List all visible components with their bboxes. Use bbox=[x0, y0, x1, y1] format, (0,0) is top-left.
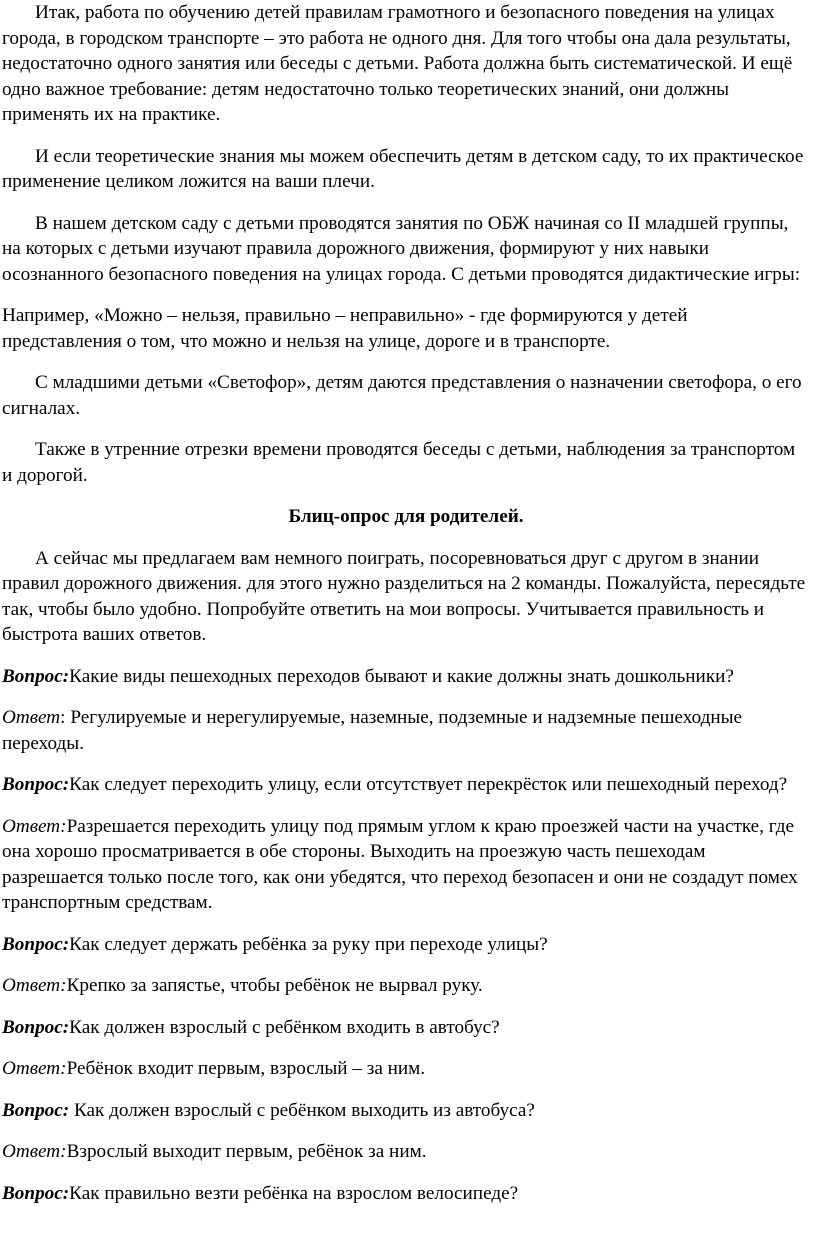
question-text: Какие виды пешеходных переходов бывают и какие должны знать дошкольники? bbox=[69, 665, 734, 687]
question-2 bbox=[2, 772, 810, 798]
answer-text: Разрешается переходить улицу под прямым углом к краю проезжей части на участке, где она хорошо просматривается в обе стороны. Выходить на проезжую часть пешеходам разрешается только после того, как они убедятся, что переход безопасен и они не создадут помех транспортным средствам. bbox=[2, 815, 798, 913]
answer-label: Ответ: bbox=[2, 815, 67, 837]
question-label: Вопрос: bbox=[2, 1182, 70, 1204]
question-text: Как должен взрослый с ребёнком входить в автобус? bbox=[69, 1016, 500, 1038]
question-label: Вопрос: bbox=[2, 774, 70, 795]
question-3 bbox=[2, 932, 810, 958]
paragraph-kindergarten-classes: В нашем детском саду с детьми проводятся занятия по ОБЖ начиная со II младшей группы, на которых с детьми изучают правила дорожного движения, формируют у них навыки осознанного безопасного поведения на улицах города. С детьми проводятся дидактические игры: bbox=[2, 212, 801, 285]
answer-1 bbox=[2, 705, 810, 756]
question-label: Вопрос: bbox=[2, 1016, 70, 1038]
question-label: Вопрос: bbox=[2, 665, 70, 687]
paragraph-theory-practice: И если теоретические знания мы можем обеспечить детям в детском саду, то их практическое применение целиком ложится на ваши плечи. bbox=[2, 145, 804, 192]
paragraph-quiz-intro: А сейчас мы предлагаем вам немного поиграть, посоревноваться друг с другом в знании правил дорожного движения. для этого нужно разделиться на 2 команды. Пожалуйста, пересядьте так, чтобы было удобно. Попробуйте ответить на мои вопросы. Учитывается правильность и быстрота ваших ответов. bbox=[2, 547, 806, 645]
section-heading: Блиц-опрос для родителей. bbox=[288, 506, 524, 527]
question-6 bbox=[2, 1181, 810, 1207]
answer-label: Ответ: bbox=[2, 1058, 67, 1079]
question-1 bbox=[2, 664, 810, 690]
question-label: Вопрос: bbox=[2, 933, 70, 955]
answer-label: Ответ: bbox=[2, 975, 67, 996]
answer-text: Взрослый выходит первым, ребёнок за ним. bbox=[66, 1141, 427, 1162]
question-text: Как правильно везти ребёнка на взрослом велосипеде? bbox=[69, 1182, 519, 1204]
question-5 bbox=[2, 1098, 810, 1124]
question-text: Как должен взрослый с ребёнком выходить из автобуса? bbox=[69, 1099, 535, 1121]
paragraph-intro: Итак, работа по обучению детей правилам грамотного и безопасного поведения на улицах города, в городском транспорте – это работа не одного дня. Для того чтобы она дала результаты, недостаточно одного занятия или беседы с детьми. Работа должна быть систематической. И ещё одно важное требование: детям недостаточно только теоретических знаний, они должны применять их на практике. bbox=[2, 2, 793, 125]
question-text: Как следует переходить улицу, если отсутствует перекрёсток или пешеходный переход? bbox=[69, 774, 788, 795]
answer-5 bbox=[2, 1139, 810, 1165]
question-4 bbox=[2, 1015, 810, 1041]
paragraph-example-game: Например, «Можно – нельзя, правильно – неправильно» - где формируются у детей представления о том, что можно и нельзя на улице, дороге и в транспорте. bbox=[2, 305, 688, 352]
answer-separator: : bbox=[60, 707, 71, 728]
question-label: Вопрос: bbox=[2, 1099, 70, 1121]
answer-4 bbox=[2, 1056, 810, 1082]
answer-text: Ребёнок входит первым, взрослый – за ним. bbox=[66, 1058, 426, 1079]
answer-2 bbox=[2, 814, 810, 916]
paragraph-morning-talks: Также в утренние отрезки времени проводятся беседы с детьми, наблюдения за транспортом и дорогой. bbox=[2, 439, 796, 486]
answer-3 bbox=[2, 973, 810, 999]
question-text: Как следует держать ребёнка за руку при переходе улицы? bbox=[69, 933, 548, 955]
answer-text: Регулируемые и нерегулируемые, наземные, подземные и надземные пешеходные переходы. bbox=[2, 707, 743, 754]
answer-text: Крепко за запястье, чтобы ребёнок не вырвал руку. bbox=[66, 975, 483, 996]
answer-label: Ответ: bbox=[2, 1141, 67, 1162]
answer-label: Ответ bbox=[2, 707, 61, 728]
paragraph-traffic-light-game: С младшими детьми «Светофор», детям даются представления о назначении светофора, о его сигналах. bbox=[2, 372, 802, 419]
